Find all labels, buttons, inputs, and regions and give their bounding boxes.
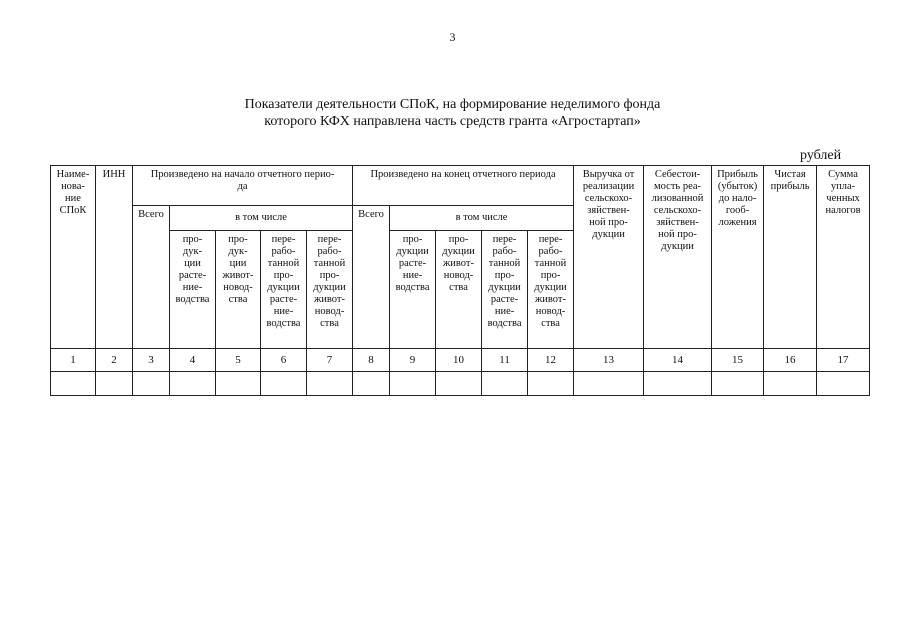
column-number: 2: [96, 349, 133, 372]
header-end-livestock-products: про- дукции живот- новод- ства: [436, 231, 482, 349]
table-cell: [817, 372, 870, 396]
table-cell: [96, 372, 133, 396]
table-cell: [261, 372, 307, 396]
header-start-processed-crop: пере- рабо- танной про- дукции расте- ние- водства: [261, 231, 307, 349]
table-cell: [712, 372, 764, 396]
header-start-crop-products: про- дук- ции расте- ние- водства: [170, 231, 216, 349]
title-line-2: которого КФХ направлена часть средств гранта «Агростартап»: [264, 114, 641, 129]
header-produced-start: Произведено на начало отчетного перио- да: [133, 166, 353, 206]
column-number: 12: [528, 349, 574, 372]
header-revenue: Выручка от реализации сельскохо- зяйствен- ной про- дукции: [574, 166, 644, 349]
table-cell: [436, 372, 482, 396]
header-total-start: Всего: [133, 206, 170, 349]
empty-data-row: [51, 372, 870, 396]
column-number: 7: [307, 349, 353, 372]
document-title: [0, 96, 905, 130]
column-number: 1: [51, 349, 96, 372]
header-taxes-paid: Сумма упла- ченных налогов: [817, 166, 870, 349]
header-start-livestock-products: про- дук- ции живот- новод- ства: [216, 231, 261, 349]
table-cell: [216, 372, 261, 396]
units-label: рублей: [800, 148, 842, 163]
indicators-table: [50, 165, 870, 396]
header-start-processed-livestock: пере- рабо- танной про- дукции живот- новод- ства: [307, 231, 353, 349]
header-net-profit: Чистая прибыль: [764, 166, 817, 349]
table-cell: [764, 372, 817, 396]
column-number: 15: [712, 349, 764, 372]
header-inn: ИНН: [96, 166, 133, 349]
column-number: 13: [574, 349, 644, 372]
column-number: 10: [436, 349, 482, 372]
column-number: 5: [216, 349, 261, 372]
header-produced-end: Произведено на конец отчетного периода: [353, 166, 574, 206]
table-cell: [307, 372, 353, 396]
header-cost: Себестои- мость реа- лизованной сельскохо- зяйствен- ной про- дукции: [644, 166, 712, 349]
header-end-processed-crop: пере- рабо- танной про- дукции расте- ние- водства: [482, 231, 528, 349]
column-number: 8: [353, 349, 390, 372]
header-including-start: в том числе: [170, 206, 353, 231]
column-number-row: [51, 349, 870, 372]
table-cell: [353, 372, 390, 396]
table-cell: [528, 372, 574, 396]
column-number: 16: [764, 349, 817, 372]
table-cell: [51, 372, 96, 396]
table-cell: [482, 372, 528, 396]
header-total-end: Всего: [353, 206, 390, 349]
header-end-processed-livestock: пере- рабо- танной про- дукции живот- новод- ства: [528, 231, 574, 349]
column-number: 4: [170, 349, 216, 372]
column-number: 3: [133, 349, 170, 372]
table-cell: [170, 372, 216, 396]
table-cell: [644, 372, 712, 396]
column-number: 9: [390, 349, 436, 372]
header-including-end: в том числе: [390, 206, 574, 231]
page-number: 3: [449, 30, 456, 44]
table-cell: [390, 372, 436, 396]
column-number: 6: [261, 349, 307, 372]
column-number: 11: [482, 349, 528, 372]
title-line-1: Показатели деятельности СПоК, на формирование неделимого фонда: [244, 97, 661, 112]
table-cell: [133, 372, 170, 396]
header-end-crop-products: про- дукции расте- ние- водства: [390, 231, 436, 349]
header-profit-before-tax: Прибыль (убыток) до нало- гооб- ложения: [712, 166, 764, 349]
table-cell: [574, 372, 644, 396]
header-name: Наиме- нова- ние СПоК: [51, 166, 96, 349]
column-number: 14: [644, 349, 712, 372]
column-number: 17: [817, 349, 870, 372]
